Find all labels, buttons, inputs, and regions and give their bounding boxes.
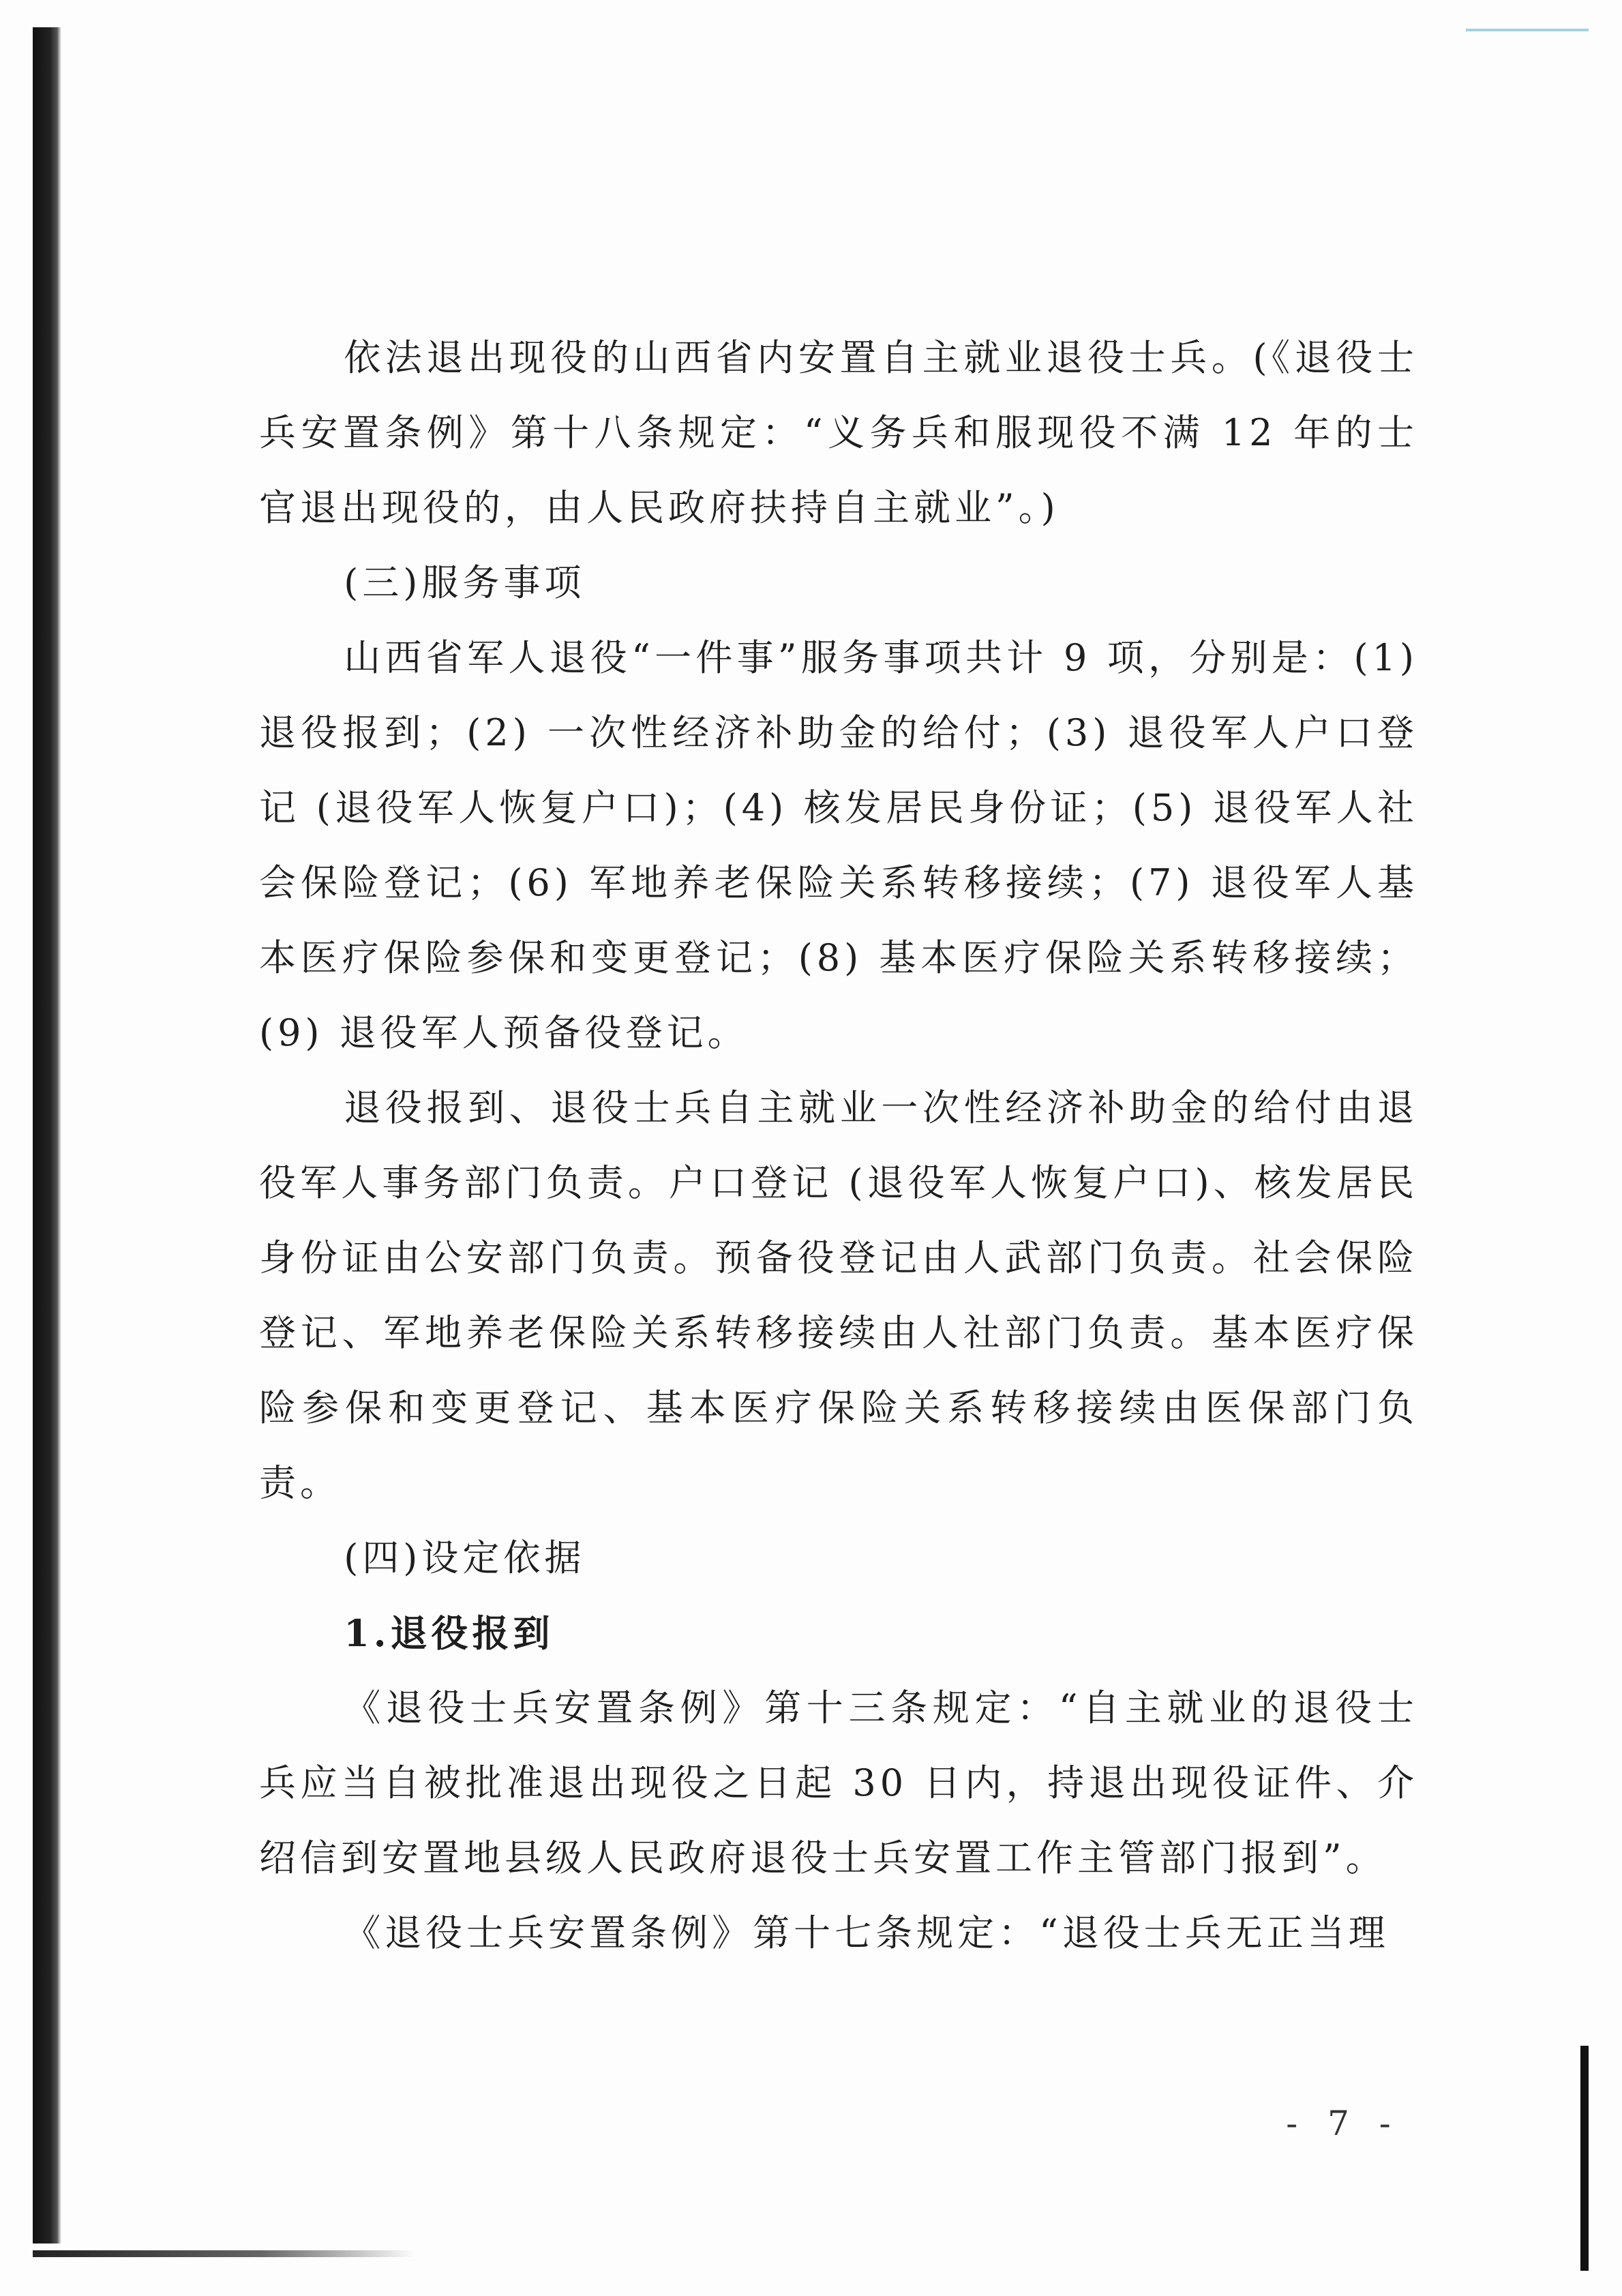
scan-edge-right (1580, 2046, 1589, 2271)
subheading-registration: 1.退役报到 (344, 1611, 554, 1655)
body-text (259, 320, 1418, 1971)
paragraph-article-17: 《退役士兵安置条例》第十七条规定：“退役士兵无正当理 (344, 1911, 1390, 1954)
section-heading-services: (三)服务事项 (344, 561, 586, 604)
paragraph-responsibilities: 退役报到、退役士兵自主就业一次性经济补助金的给付由退役军人事务部门负责。户口登记 (退役军人恢复户口)、核发居民身份证由公安部门负责。预备役登记由人武部门负责。社会保险登记、军地养老保险关系转移接续由人社部门负责。基本医疗保险参保和变更登记、基本医疗保险关系转移接续由医保部门负责。 (259, 1086, 1418, 1504)
page-number: - 7 - (1286, 2104, 1400, 2143)
scan-edge-left (33, 27, 61, 2243)
scan-edge-bottom (33, 2250, 415, 2257)
paragraph-eligibility: 依法退出现役的山西省内安置自主就业退役士兵。(《退役士兵安置条例》第十八条规定：“义务兵和服现役不满 12 年的士官退出现役的，由人民政府扶持自主就业”。) (259, 336, 1418, 529)
paragraph-service-items: 山西省军人退役“一件事”服务事项共计 9 项，分别是：(1) 退役报到；(2) 一次性经济补助金的给付；(3) 退役军人户口登记 (退役军人恢复户口)；(4) 核发居民身份证；(5) 退役军人社会保险登记；(6) 军地养老保险关系转移接续；(7) 退役军人基本医疗保险参保和变更登记；(8) 基本医疗保险关系转移接续；(9) 退役军人预备役登记。 (259, 636, 1418, 1054)
paragraph-article-13: 《退役士兵安置条例》第十三条规定：“自主就业的退役士兵应当自被批准退出现役之日起 30 日内，持退出现役证件、介绍信到安置地县级人民政府退役士兵安置工作主管部门报到”。 (259, 1686, 1418, 1879)
section-heading-basis: (四)设定依据 (344, 1536, 586, 1579)
scan-top-mark (1466, 29, 1589, 31)
